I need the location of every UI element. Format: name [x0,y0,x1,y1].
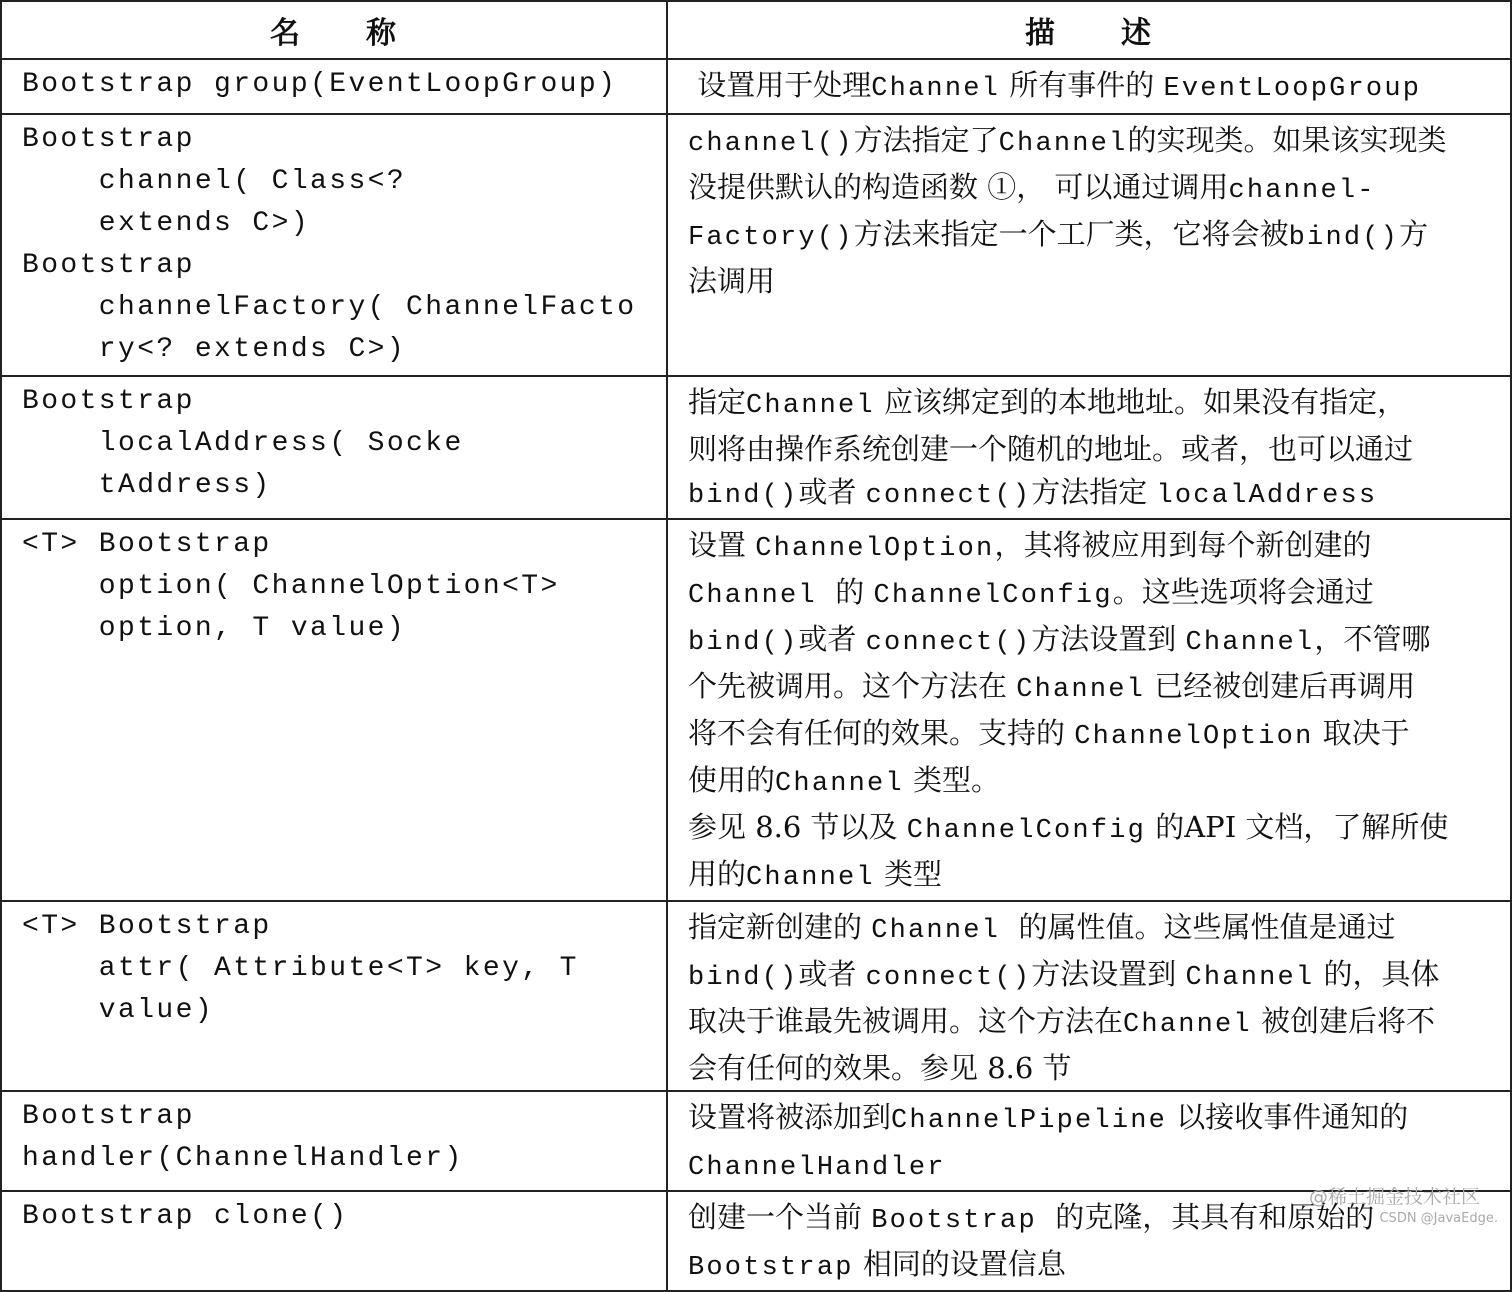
code-text: ChannelHandler [688,1153,946,1183]
text: 方法指定 [1031,475,1157,509]
code-text: ChannelPipeline [891,1106,1168,1136]
code-text: Channel [1185,628,1315,658]
description-line [688,381,1504,428]
text: 的 [816,575,874,609]
method-name-cell [1,1091,667,1191]
code-text: bind() [688,963,799,993]
text: 的实现类。如果该实现类 [1127,123,1447,157]
method-signature-line: value) [22,995,215,1026]
text: 参见 8.6 节以及 [688,810,907,844]
method-signature-line: Bootstrap [22,124,195,155]
text: 设置 [688,528,756,562]
description-line [688,471,1504,518]
csdn-watermark: CSDN @JavaEdge. [1379,1211,1498,1226]
description-line [688,712,1504,759]
text: 方 [1399,217,1429,251]
method-signature-line: ry<? extends C>) [22,334,407,365]
code-text: EventLoopGroup [1163,74,1422,104]
description-line [688,665,1504,712]
text: 没提供默认的构造函数 ①， 可以通过调用 [688,170,1229,204]
code-text: Channel [775,769,904,799]
text: 方法设置到 [1031,957,1186,991]
text: 的属性值。这些属性值是通过 [1000,910,1396,944]
text: 会有任何的效果。参见 8.6 节 [688,1051,1072,1085]
text: 所有事件的 [1000,68,1164,102]
text: 则将由操作系统创建一个随机的地址。或者，也可以通过 [688,432,1414,466]
text: 将不会有任何的效果。支持的 [688,716,1075,750]
text: 被创建后将不 [1251,1004,1436,1038]
text: 的克隆，其具有和原始的 [1036,1200,1375,1234]
code-text: bind() [1288,223,1400,253]
code-text: Bootstrap [871,1206,1037,1236]
text: 法调用 [688,264,776,298]
text: 取决于 [1313,716,1410,750]
description-line [688,759,1504,806]
method-signature-line: Bootstrap group(EventLoopGroup) [22,69,618,100]
text: 以接收事件通知的 [1167,1100,1409,1134]
code-text: bind() [688,481,799,511]
method-name-cell [1,114,667,376]
text: 设置将被添加到 [688,1100,892,1134]
text: 类型 [874,857,943,891]
method-name-cell [1,59,667,114]
method-name-cell [1,901,667,1091]
code-text: Channel [746,391,875,421]
method-signature-line: tAddress) [22,470,272,501]
text: 个先被调用。这个方法在 [688,669,1017,703]
method-signature-line: Bootstrap clone() [22,1201,349,1232]
code-text: Bootstrap [688,1253,854,1283]
method-signature-line: Bootstrap [22,1101,195,1132]
code-text: Channel [1123,1010,1252,1040]
code-text: ChannelConfig [906,816,1147,846]
text: 使用的 [688,763,776,797]
text: 或者 [798,957,866,991]
description-line [688,953,1504,1000]
text: 指定新创建的 [688,910,872,944]
column-header-name: 名 称 [1,1,667,59]
method-signature-line: Bootstrap [22,250,195,281]
description-line [688,1243,1504,1290]
method-signature-line: option( ChannelOption<T> [22,571,560,602]
description-cell [667,376,1511,519]
text: ，不管哪 [1314,622,1431,656]
text: 方法指定了 [853,123,999,157]
code-text: channel() [688,129,854,159]
juejin-watermark: @稀土掘金技术社区 [1308,1186,1480,1208]
description-line [688,428,1504,471]
method-signature-line: option, T value) [22,613,407,644]
method-signature-line: attr( Attribute<T> key, T [22,953,579,984]
code-text: connect() [865,481,1032,511]
description-line [688,906,1504,953]
description-cell [667,59,1511,114]
description-line [688,119,1504,166]
description-line [688,853,1504,900]
description-line [688,213,1504,260]
text: 的API 文档，了解所使 [1146,810,1449,844]
method-signature-line: handler(ChannelHandler) [22,1143,464,1174]
description-line [688,571,1504,618]
table-row [1,376,1511,519]
method-signature-line: <T> Bootstrap [22,911,272,942]
text: 方法来指定一个工厂类，它将会被 [853,217,1289,251]
code-text: Channel [746,863,875,893]
table-row [1,114,1511,376]
code-text: Channel [871,916,1001,946]
column-header-description: 描 述 [667,1,1511,59]
code-text: Channel [1016,675,1146,705]
code-text: ChannelOption [755,534,995,564]
table-row [1,901,1511,1091]
text: 相同的设置信息 [853,1247,1066,1281]
table-row [1,59,1511,114]
description-cell [667,114,1511,376]
code-text: Channel [998,129,1128,159]
method-signature-line: localAddress( Socke [22,428,464,459]
text: 的，具体 [1314,957,1440,991]
code-text: Channel [1185,963,1315,993]
text: 或者 [798,475,866,509]
description-cell [667,901,1511,1091]
text: 创建一个当前 [688,1200,872,1234]
description-line [688,1047,1504,1090]
method-signature-line: <T> Bootstrap [22,529,272,560]
code-text: Factory() [688,223,854,253]
method-name-cell [1,1191,667,1291]
code-text: bind() [688,628,799,658]
text: 。这些选项将会通过 [1112,575,1374,609]
text: 设置用于处理 [688,68,872,102]
code-text: Channel [871,74,1001,104]
text: ，其将被应用到每个新创建的 [994,528,1372,562]
text: 应该绑定到的本地地址。如果没有指定， [874,385,1407,419]
text: 或者 [798,622,866,656]
code-text: ChannelOption [1074,722,1314,752]
method-name-cell [1,519,667,901]
description-line [688,806,1504,853]
description-line [688,64,1504,111]
table-row [1,1191,1511,1291]
code-text: connect() [865,963,1032,993]
description-line [688,1096,1504,1143]
text: 取决于谁最先被调用。这个方法在 [688,1004,1124,1038]
description-cell [667,1091,1511,1191]
text: 已经被创建后再调用 [1145,669,1416,703]
code-text: Channel [688,581,817,611]
description-cell [667,519,1511,901]
text: 类型。 [903,763,1001,797]
code-text: channel- [1228,176,1376,206]
description-line [688,166,1504,213]
description-line [688,524,1504,571]
text: 指定 [688,385,747,419]
code-text: localAddress [1156,481,1378,511]
code-text: connect() [865,628,1032,658]
method-name-cell [1,376,667,519]
method-signature-line: channel( Class<? [22,166,407,197]
method-signature-line: Bootstrap [22,386,195,417]
method-signature-line: extends C>) [22,208,311,239]
text: 方法设置到 [1031,622,1186,656]
description-line [688,1000,1504,1047]
method-signature-line: channelFactory( ChannelFacto [22,292,637,323]
table-row [1,1091,1511,1191]
table-row [1,519,1511,901]
description-line [688,260,1504,303]
text: 用的 [688,857,747,891]
code-text: ChannelConfig [873,581,1113,611]
description-line [688,618,1504,665]
